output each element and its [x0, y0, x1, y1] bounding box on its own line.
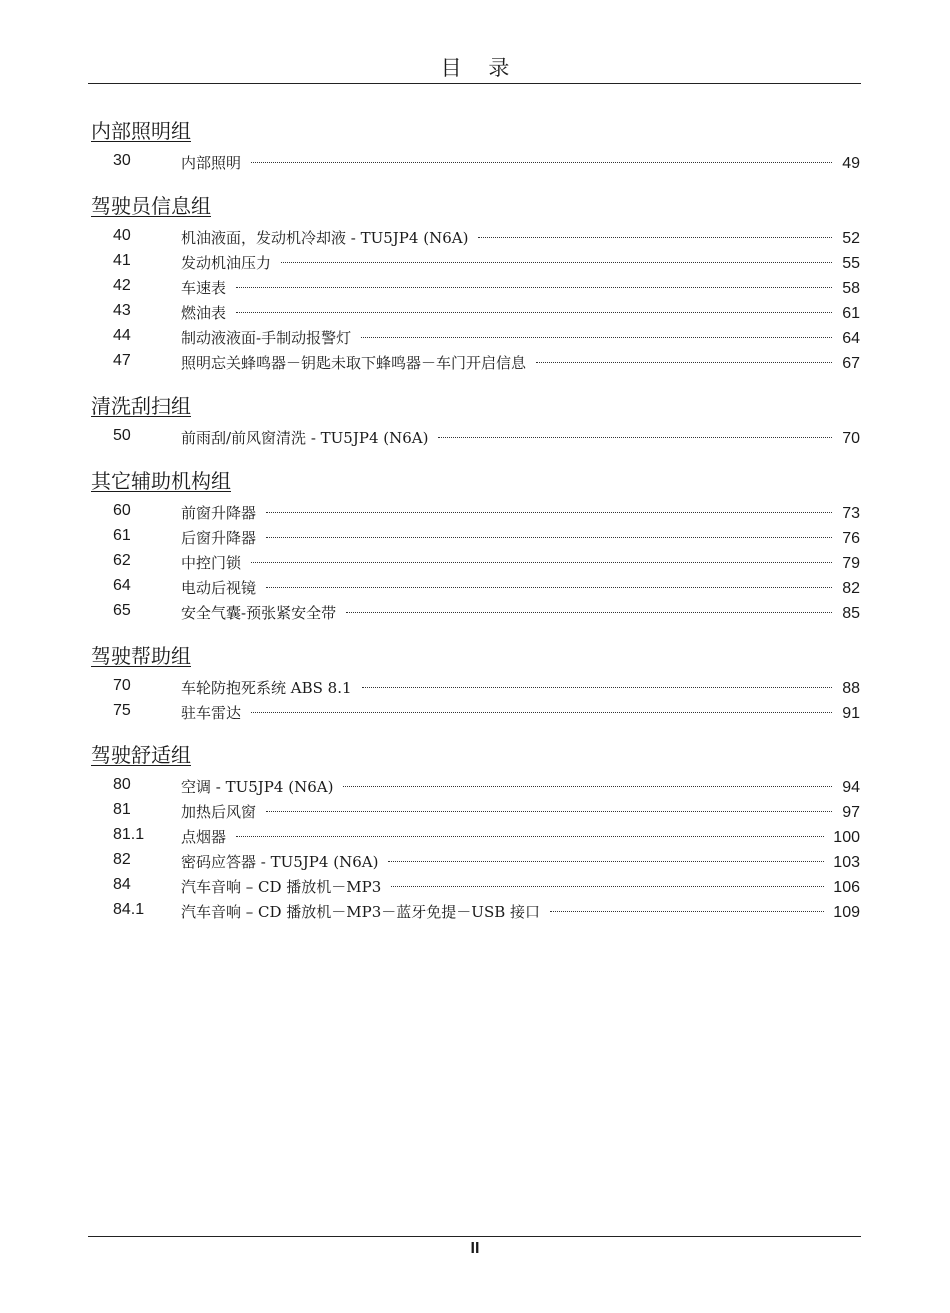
chapter-title: 前窗升降器 [181, 504, 257, 522]
chapter-title: 前雨刮/前风窗清洗 - TU5JP4 (N6A) [181, 429, 429, 447]
toc-entry[interactable] [0, 901, 950, 923]
toc-entry[interactable] [0, 327, 950, 349]
dot-leader [550, 911, 824, 912]
toc-entry-line [181, 352, 860, 373]
chapter-number: 47 [113, 352, 131, 369]
dot-leader [343, 786, 832, 787]
toc-entry-line [181, 901, 860, 922]
dot-leader [266, 811, 832, 812]
page-ref: 67 [842, 355, 860, 372]
toc-entry[interactable] [0, 876, 950, 898]
toc-entry-line [181, 801, 860, 822]
page-ref: 76 [842, 530, 860, 547]
toc-entry-line [181, 577, 860, 598]
chapter-title: 电动后视镜 [181, 579, 257, 597]
page-ref: 49 [842, 155, 860, 172]
toc-entry[interactable] [0, 152, 950, 174]
page-ref: 109 [833, 904, 860, 921]
chapter-number: 61 [113, 527, 131, 544]
toc-entry[interactable] [0, 502, 950, 524]
dot-leader [361, 337, 832, 338]
chapter-number: 42 [113, 277, 131, 294]
chapter-number: 84.1 [113, 901, 145, 918]
toc-entry-line [181, 227, 860, 248]
dot-leader [251, 712, 832, 713]
page-ref: 91 [842, 705, 860, 722]
page-ref: 79 [842, 555, 860, 572]
chapter-title: 安全气囊-预张紧安全带 [181, 604, 337, 622]
toc-entry[interactable] [0, 826, 950, 848]
chapter-number: 84 [113, 876, 131, 893]
chapter-title: 驻车雷达 [181, 704, 242, 722]
dot-leader [266, 587, 832, 588]
chapter-number: 80 [113, 776, 131, 793]
dot-leader [266, 537, 832, 538]
toc-entry-line [181, 502, 860, 523]
chapter-number: 70 [113, 677, 131, 694]
toc-entry[interactable] [0, 552, 950, 574]
chapter-title: 机油液面，发动机冷却液 - TU5JP4 (N6A) [181, 229, 469, 247]
chapter-number: 40 [113, 227, 131, 244]
chapter-number: 62 [113, 552, 131, 569]
chapter-number: 41 [113, 252, 131, 269]
page-ref: 100 [833, 829, 860, 846]
page-ref: 52 [842, 230, 860, 247]
page-ref: 97 [842, 804, 860, 821]
dot-leader [251, 562, 832, 563]
section-heading: 清洗刮扫组 [91, 394, 191, 418]
dot-leader [236, 287, 832, 288]
toc-entry-line [181, 602, 860, 623]
toc-entry-line [181, 277, 860, 298]
chapter-title: 制动液液面-手制动报警灯 [181, 329, 352, 347]
dot-leader [478, 237, 832, 238]
toc-entry[interactable] [0, 801, 950, 823]
dot-leader [388, 861, 824, 862]
toc-entry[interactable] [0, 427, 950, 449]
chapter-title: 车速表 [181, 279, 227, 297]
page-ref: 55 [842, 255, 860, 272]
dot-leader [236, 836, 824, 837]
chapter-title: 车轮防抱死系统 ABS 8.1 [181, 679, 352, 697]
toc-entry[interactable] [0, 851, 950, 873]
toc-entry[interactable] [0, 577, 950, 599]
section-heading: 驾驶舒适组 [91, 743, 191, 767]
chapter-title: 照明忘关蜂鸣器－钥匙未取下蜂鸣器－车门开启信息 [181, 354, 527, 372]
toc-entry[interactable] [0, 776, 950, 798]
chapter-title: 汽车音响 – CD 播放机－MP3 [181, 878, 382, 896]
page-ref: 58 [842, 280, 860, 297]
chapter-title: 加热后风窗 [181, 803, 257, 821]
toc-entry[interactable] [0, 277, 950, 299]
page-ref: 85 [842, 605, 860, 622]
toc-entry[interactable] [0, 227, 950, 249]
toc-entry-line [181, 677, 860, 698]
page-ref: 61 [842, 305, 860, 322]
chapter-title: 点烟器 [181, 828, 227, 846]
chapter-title: 后窗升降器 [181, 529, 257, 547]
chapter-number: 60 [113, 502, 131, 519]
toc-entry[interactable] [0, 252, 950, 274]
toc-entry-line [181, 776, 860, 797]
chapter-title: 汽车音响 – CD 播放机－MP3－蓝牙免提－USB 接口 [181, 903, 541, 921]
page-ref: 88 [842, 680, 860, 697]
chapter-number: 81.1 [113, 826, 145, 843]
toc-entry[interactable] [0, 602, 950, 624]
dot-leader [266, 512, 832, 513]
chapter-title: 内部照明 [181, 154, 242, 172]
chapter-number: 81 [113, 801, 131, 818]
dot-leader [536, 362, 832, 363]
chapter-title: 空调 - TU5JP4 (N6A) [181, 778, 334, 796]
toc-entry[interactable] [0, 527, 950, 549]
chapter-title: 发动机油压力 [181, 254, 272, 272]
toc-entry[interactable] [0, 702, 950, 724]
section-heading: 驾驶员信息组 [91, 194, 211, 218]
toc-entry-line [181, 826, 860, 847]
toc-entry-line [181, 252, 860, 273]
chapter-number: 43 [113, 302, 131, 319]
toc-entry-line [181, 851, 860, 872]
toc-entry-line [181, 527, 860, 548]
page-number: II [470, 1240, 480, 1257]
chapter-title: 密码应答器 - TU5JP4 (N6A) [181, 853, 379, 871]
page-ref: 106 [833, 879, 860, 896]
page-ref: 103 [833, 854, 860, 871]
toc-entry[interactable] [0, 677, 950, 699]
section-heading: 内部照明组 [91, 119, 191, 143]
toc-entry[interactable] [0, 302, 950, 324]
toc-entry-line [181, 427, 860, 448]
section-heading: 驾驶帮助组 [91, 644, 191, 668]
page-ref: 94 [842, 779, 860, 796]
page-ref: 64 [842, 330, 860, 347]
dot-leader [391, 886, 824, 887]
dot-leader [438, 437, 832, 438]
footer-rule [88, 1236, 861, 1237]
toc-entry-line [181, 302, 860, 323]
page-ref: 82 [842, 580, 860, 597]
header-rule [88, 83, 861, 84]
section-heading: 其它辅助机构组 [91, 469, 231, 493]
toc-entry-line [181, 152, 860, 173]
dot-leader [281, 262, 832, 263]
dot-leader [346, 612, 832, 613]
page-title: 目 录 [440, 56, 520, 80]
page-ref: 73 [842, 505, 860, 522]
toc-entry-line [181, 552, 860, 573]
toc-entry-line [181, 327, 860, 348]
chapter-number: 50 [113, 427, 131, 444]
chapter-number: 75 [113, 702, 131, 719]
dot-leader [236, 312, 832, 313]
dot-leader [362, 687, 832, 688]
chapter-number: 44 [113, 327, 131, 344]
dot-leader [251, 162, 832, 163]
toc-entry[interactable] [0, 352, 950, 374]
page-ref: 70 [842, 430, 860, 447]
chapter-title: 中控门锁 [181, 554, 242, 572]
toc-entry-line [181, 876, 860, 897]
chapter-number: 65 [113, 602, 131, 619]
chapter-number: 30 [113, 152, 131, 169]
chapter-number: 64 [113, 577, 131, 594]
chapter-number: 82 [113, 851, 131, 868]
toc-entry-line [181, 702, 860, 723]
chapter-title: 燃油表 [181, 304, 227, 322]
